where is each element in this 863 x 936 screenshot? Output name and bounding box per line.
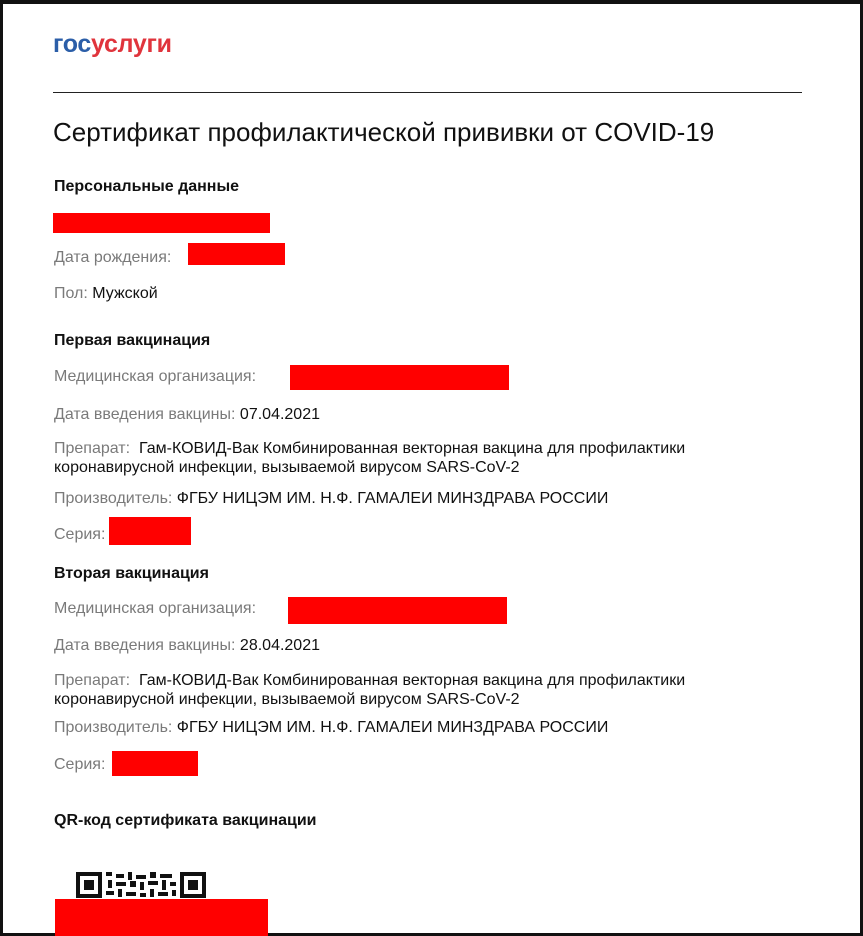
second-series-row (54, 755, 105, 774)
first-drug-label: Препарат: (54, 440, 131, 457)
dob-label: Дата рождения: (54, 249, 172, 266)
redacted-dob (188, 243, 285, 265)
first-date-value: 07.04.2021 (239, 406, 320, 423)
first-vaccination-heading: Первая вакцинация (54, 332, 211, 349)
redacted-first-org (290, 365, 509, 390)
first-org-row (54, 367, 256, 386)
logo-part-gos: гос (53, 30, 92, 58)
frame-left-border (0, 0, 3, 936)
second-date-row (54, 636, 320, 655)
second-org-row (54, 599, 256, 618)
redacted-full-name (53, 213, 270, 233)
second-org-label: Медицинская организация: (54, 600, 257, 617)
sex-value: Мужской (92, 285, 158, 302)
first-date-row (54, 405, 320, 424)
second-maker-label: Производитель: (54, 719, 173, 736)
second-vaccination-heading: Вторая вакцинация (54, 565, 209, 582)
first-maker-value: ФГБУ НИЦЭМ ИМ. Н.Ф. ГАМАЛЕИ МИНЗДРАВА РОССИИ (176, 490, 609, 507)
sex-row (54, 284, 158, 303)
page-title: Сертификат профилактической прививки от COVID-19 (53, 117, 715, 147)
second-drug-label: Препарат: (54, 672, 131, 689)
second-drug-value: Гам-КОВИД-Вак Комбинированная векторная вакцина для профилактики коронавирусной инфекции, вызываемой вирусом SARS-CoV-2 (54, 672, 686, 708)
redacted-second-org (288, 597, 507, 624)
first-drug-value: Гам-КОВИД-Вак Комбинированная векторная вакцина для профилактики коронавирусной инфекции, вызываемой вирусом SARS-CoV-2 (54, 440, 686, 476)
frame-top-border (0, 0, 863, 4)
first-org-label: Медицинская организация: (54, 368, 257, 385)
first-series-label: Серия: (54, 526, 106, 543)
first-maker-label: Производитель: (54, 490, 173, 507)
logo-part-uslugi: услуги (91, 30, 172, 58)
first-series-row (54, 525, 105, 544)
qr-heading: QR-код сертификата вакцинации (54, 812, 317, 829)
second-maker-value: ФГБУ НИЦЭМ ИМ. Н.Ф. ГАМАЛЕИ МИНЗДРАВА РОССИИ (176, 719, 609, 736)
gosuslugi-logo[interactable] (53, 30, 172, 59)
redacted-first-series (109, 517, 191, 545)
redacted-qr-code (55, 899, 268, 936)
first-date-label: Дата введения вакцины: (54, 406, 236, 423)
second-drug-row (54, 671, 774, 709)
second-maker-row (54, 718, 608, 737)
first-maker-row (54, 489, 608, 508)
header-divider (53, 92, 802, 93)
personal-data-heading: Персональные данные (54, 178, 240, 195)
second-date-value: 28.04.2021 (239, 637, 320, 654)
second-series-label: Серия: (54, 756, 106, 773)
first-drug-row (54, 439, 774, 477)
redacted-second-series (112, 751, 198, 776)
dob-row (54, 248, 171, 267)
second-date-label: Дата введения вакцины: (54, 637, 236, 654)
qr-code-icon[interactable] (76, 872, 206, 898)
sex-label: Пол: (54, 285, 88, 302)
